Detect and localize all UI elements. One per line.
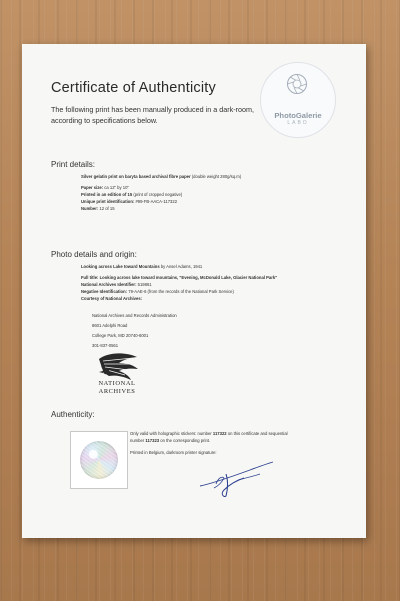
sticker-text-1a: Only valid with holographic stickers: number bbox=[130, 431, 213, 436]
negative-label: Negative Identification: bbox=[81, 289, 128, 294]
na-line-1: NATIONAL bbox=[98, 380, 136, 387]
sticker-text-line-1 bbox=[130, 431, 288, 438]
unique-id-label: Unique print identification: bbox=[81, 199, 135, 204]
paper-description bbox=[81, 174, 241, 181]
nai-label: National Archives Identifier: bbox=[81, 282, 137, 287]
aperture-icon bbox=[286, 73, 308, 95]
photo-title bbox=[81, 264, 202, 271]
nai-value: 519861 bbox=[136, 282, 152, 287]
certificate-title: Certificate of Authenticity bbox=[51, 80, 216, 96]
photo-title-bold: Looking across Lake toward Mountains bbox=[81, 264, 160, 269]
national-archives-identifier bbox=[81, 282, 152, 289]
photogalerie-logo bbox=[260, 62, 336, 138]
sticker-text-1b: on this certificate and sequential bbox=[226, 431, 288, 436]
printer-signature-line: Printed in Belgium, darkroom printer signature: bbox=[130, 450, 217, 455]
address-phone: 301-837-0561 bbox=[92, 343, 119, 348]
edition-value: (print of cropped negative) bbox=[132, 192, 183, 197]
print-details-heading: Print details: bbox=[51, 160, 96, 169]
number-value: 12 of 15 bbox=[98, 206, 115, 211]
holographic-sticker bbox=[80, 441, 118, 479]
number-label: Number: bbox=[81, 206, 99, 211]
photo-title-rest: by Ansel Adams, 1941 bbox=[159, 264, 203, 269]
unique-id-value: #99-FB-AACA-117322 bbox=[134, 199, 178, 204]
sticker-number-2: 117323 bbox=[145, 438, 160, 443]
address-line-2: 8601 Adelphi Road bbox=[92, 323, 128, 328]
courtesy-label: Courtesy of National Archives: bbox=[81, 296, 143, 301]
print-number bbox=[81, 206, 115, 213]
na-line-2: ARCHIVES bbox=[98, 387, 136, 395]
national-archives-wordmark bbox=[87, 380, 147, 395]
sticker-number-1: 117322 bbox=[212, 431, 227, 436]
full-title: Full title: Looking across lake toward mountains, "Evening, McDonald Lake, Glacier National Park" bbox=[81, 275, 278, 280]
paper-size bbox=[81, 185, 129, 192]
address-line-1: National Archives and Records Administration bbox=[92, 313, 177, 318]
photo-details-heading: Photo details and origin: bbox=[51, 250, 137, 259]
hologram-pattern bbox=[80, 441, 118, 479]
logo-subtitle: LABO bbox=[287, 120, 309, 126]
edition-label: Printed in an edition of 15 bbox=[81, 192, 133, 197]
paper-description-rest: (double weight 280g/sq.m) bbox=[190, 174, 242, 179]
certificate-intro: The following print has been manually produced in a dark-room, according to specifications below. bbox=[51, 105, 254, 125]
edition bbox=[81, 192, 182, 199]
paper-size-value: ca 12" by 10" bbox=[103, 185, 129, 190]
logo-name: PhotoGalerie bbox=[274, 111, 322, 120]
holographic-sticker-frame bbox=[70, 431, 128, 489]
sticker-text-2b: on the corresponding print. bbox=[159, 438, 211, 443]
sticker-text-line-2 bbox=[130, 438, 210, 445]
printer-signature bbox=[198, 456, 278, 500]
paper-size-label: Paper size: bbox=[81, 185, 104, 190]
paper-description-bold: Silver gelatin print on baryta based archival fibre paper bbox=[81, 174, 191, 179]
sticker-text-2a: number bbox=[130, 438, 146, 443]
authenticity-heading: Authenticity: bbox=[51, 410, 95, 419]
unique-id bbox=[81, 199, 177, 206]
certificate-paper bbox=[22, 44, 366, 538]
address-line-3: College Park, MD 20740-6001 bbox=[92, 333, 149, 338]
negative-identification bbox=[81, 289, 234, 296]
national-archives-eagle-logo bbox=[93, 349, 143, 404]
negative-value: 79-AAE-6 (from the records of the National Park Service) bbox=[127, 289, 234, 294]
